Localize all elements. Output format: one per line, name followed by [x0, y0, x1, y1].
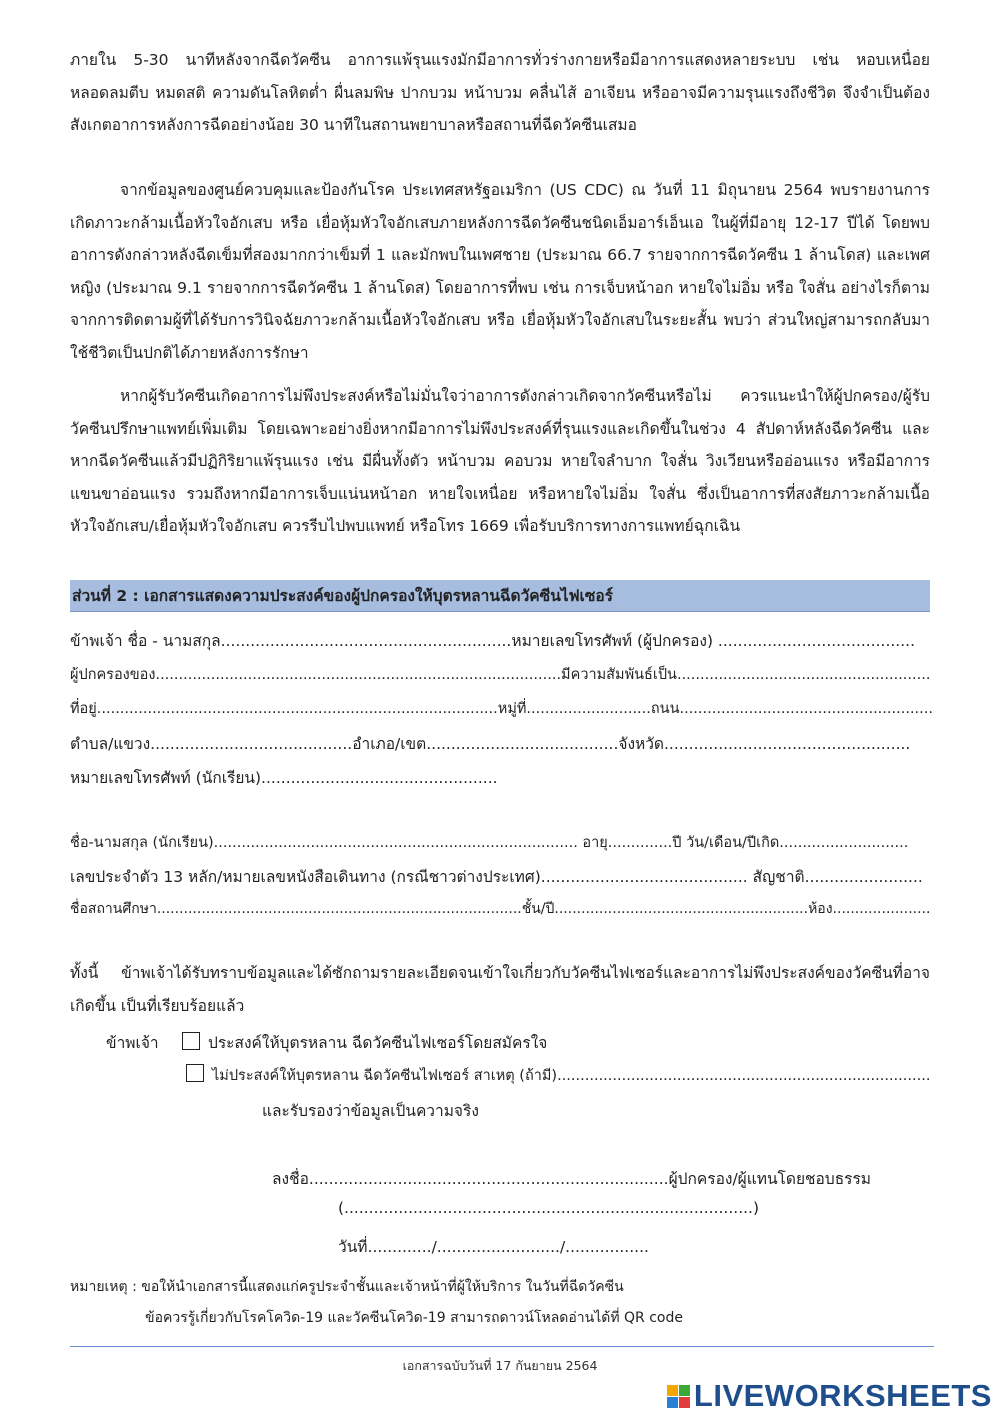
student-name-field[interactable]: ชื่อ-นามสกุล (นักเรียน)............................................................................... อายุ..............ปี วัน/เดือน/ปีเกิด............................ — [70, 835, 909, 851]
consent-prefix: ข้าพเจ้า — [106, 1034, 159, 1052]
logo-text: LIVEWORKSHEETS — [693, 1378, 992, 1413]
school-field[interactable]: ชื่อสถานศึกษา..................................................................................ชั้น/ปี.........................................................ห้อง...................... — [70, 901, 931, 917]
guardian-of-field[interactable]: ผู้ปกครองของ........................................................................................มีความสัมพันธ์เป็น....................................................... — [70, 667, 931, 683]
option-no-label: ไม่ประสงค์ให้บุตรหลาน ฉีดวัคซีนไฟเซอร์ สาเหตุ (ถ้ามี)................................................................................. — [212, 1068, 931, 1084]
guardian-name-field[interactable]: ข้าพเจ้า ชื่อ - นามสกุล...........................................................หมายเลขโทรศัพท์ (ผู้ปกครอง) ........................................ — [70, 632, 916, 650]
option-yes-label: ประสงค์ให้บุตรหลาน ฉีดวัคซีนไฟเซอร์โดยสมัครใจ — [208, 1034, 548, 1052]
certify-text: และรับรองว่าข้อมูลเป็นความจริง — [262, 1102, 479, 1120]
liveworksheets-mark-icon — [667, 1385, 690, 1408]
paragraph-reaction-observation: ภายใน 5-30 นาทีหลังจากฉีดวัคซีน อาการแพ้รุนแรงมักมีอาการทั่วร่างกายหรือมีอาการแสดงหลายระบบ เช่น หอบเหนื่อย หลอดลมตีบ หมดสติ ความดันโลหิตต่ำ ผื่นลมพิษ ปากบวม หน้าบวม คลื่นไส้ อาเจียน หรืออาจมีความรุนแรงถึงชีวิต จึงจำเป็นต้องสังเกตอาการหลังการฉีดอย่างน้อย 30 นาทีในสถานพยาบาลหรือสถานที่ฉีดวัคซีนเสมอ — [70, 51, 930, 134]
note-line-1: หมายเหตุ : ขอให้นำเอกสารนี้แสดงแก่ครูประจำชั้นและเจ้าหน้าที่ผู้ให้บริการ ในวันที่ฉีดวัคซีน — [70, 1279, 624, 1295]
note-line-2: ข้อควรรู้เกี่ยวกับโรคโควิด-19 และวัคซีนโควิด-19 สามารถดาวน์โหลดอ่านได้ที่ QR code — [145, 1310, 683, 1326]
section-2-header: ส่วนที่ 2 : เอกสารแสดงความประสงค์ของผู้ปกครองให้บุตรหลานฉีดวัคซีนไฟเซอร์ — [70, 580, 930, 612]
id-number-field[interactable]: เลขประจำตัว 13 หลัก/หมายเลขหนังสือเดินทาง (กรณีชาวต่างประเทศ).......................................... สัญชาติ........................ — [70, 868, 923, 886]
liveworksheets-logo — [667, 1378, 992, 1414]
footer-date: เอกสารฉบับวันที่ 17 กันยายน 2564 — [402, 1358, 598, 1373]
paragraph-adverse-advice: หากผู้รับวัคซีนเกิดอาการไม่พึงประสงค์หรือไม่มั่นใจว่าอาการดังกล่าวเกิดจากวัคซีนหรือไม่ ควรแนะนำให้ผู้ปกครอง/ผู้รับวัคซีนปรึกษาแพทย์เพิ่มเติม โดยเฉพาะอย่างยิ่งหากมีอาการไม่พึงประสงค์ที่รุนแรงและเกิดขึ้นในช่วง 4 สัปดาห์หลังฉีดวัคซีน และหากฉีดวัคซีนแล้วมีปฏิกิริยาแพ้รุนแรง เช่น มีผื่นทั้งตัว หน้าบวม คอบวม หายใจลำบาก ใจสั่น วิงเวียนหรืออ่อนแรง หรือมีอาการแขนขาอ่อนแรง รวมถึงหากมีอาการเจ็บแน่นหน้าอก หายใจเหนื่อย หรือหายใจไม่อิ่ม ใจสั่น ซึ่งเป็นอาการที่สงสัยภาวะกล้ามเนื้อหัวใจอักเสบ/เยื่อหุ้มหัวใจอักเสบ ควรรีบไปพบแพทย์ หรือโทร 1669 เพื่อรับบริการทางการแพทย์ฉุกเฉิน — [70, 387, 930, 535]
printed-name-field[interactable]: (...................................................................................) — [338, 1199, 760, 1217]
option-no[interactable] — [186, 1064, 930, 1087]
address-field[interactable]: ที่อยู่.......................................................................................หมู่ที่...........................ถนน....................................................... — [70, 701, 933, 717]
footer-divider — [70, 1346, 934, 1347]
signature-field[interactable]: ลงชื่อ.........................................................................ผู้ปกครอง/ผู้แทนโดยชอบธรรม — [272, 1170, 872, 1188]
student-phone-field[interactable]: หมายเลขโทรศัพท์ (นักเรียน)................................................ — [70, 769, 498, 787]
paragraph-us-cdc-data: จากข้อมูลของศูนย์ควบคุมและป้องกันโรค ประเทศสหรัฐอเมริกา (US CDC) ณ วันที่ 11 มิถุนายน 2564 พบรายงานการเกิดภาวะกล้ามเนื้อหัวใจอักเสบ หรือ เยื่อหุ้มหัวใจอักเสบภายหลังการฉีดวัคซีนชนิดเอ็มอาร์เอ็นเอ ในผู้ที่มีอายุ 12-17 ปีได้ โดยพบอาการดังกล่าวหลังฉีดเข็มที่สองมากกว่าเข็มที่ 1 และมักพบในเพศชาย (ประมาณ 66.7 รายจากการฉีดวัคซีน 1 ล้านโดส) และเพศหญิง (ประมาณ 9.1 รายจากการฉีดวัคซีน 1 ล้านโดส) โดยอาการที่พบ เช่น การเจ็บหน้าอก หายใจไม่อิ่ม หรือ ใจสั่น อย่างไรก็ตาม จากการติดตามผู้ที่ได้รับการวินิจฉัยภาวะกล้ามเนื้อหัวใจอักเสบ หรือ เยื่อหุ้มหัวใจอักเสบในระยะสั้น พบว่า ส่วนใหญ่สามารถกลับมาใช้ชีวิตเป็นปกติได้ภายหลังการรักษา — [70, 181, 930, 362]
checkbox-no[interactable] — [186, 1064, 204, 1082]
option-yes[interactable] — [182, 1030, 547, 1055]
checkbox-yes[interactable] — [182, 1032, 200, 1050]
date-field[interactable]: วันที่............./........................./................. — [338, 1238, 649, 1256]
consent-statement: ทั้งนี้ ข้าพเจ้าได้รับทราบข้อมูลและได้ซักถามรายละเอียดจนเข้าใจเกี่ยวกับวัคซีนไฟเซอร์และอาการไม่พึงประสงค์ของวัคซีนที่อาจเกิดขึ้น เป็นที่เรียบร้อยแล้ว — [70, 964, 930, 1015]
district-field[interactable]: ตำบล/แขวง.........................................อำเภอ/เขต.......................................จังหวัด.................................................. — [70, 735, 911, 753]
